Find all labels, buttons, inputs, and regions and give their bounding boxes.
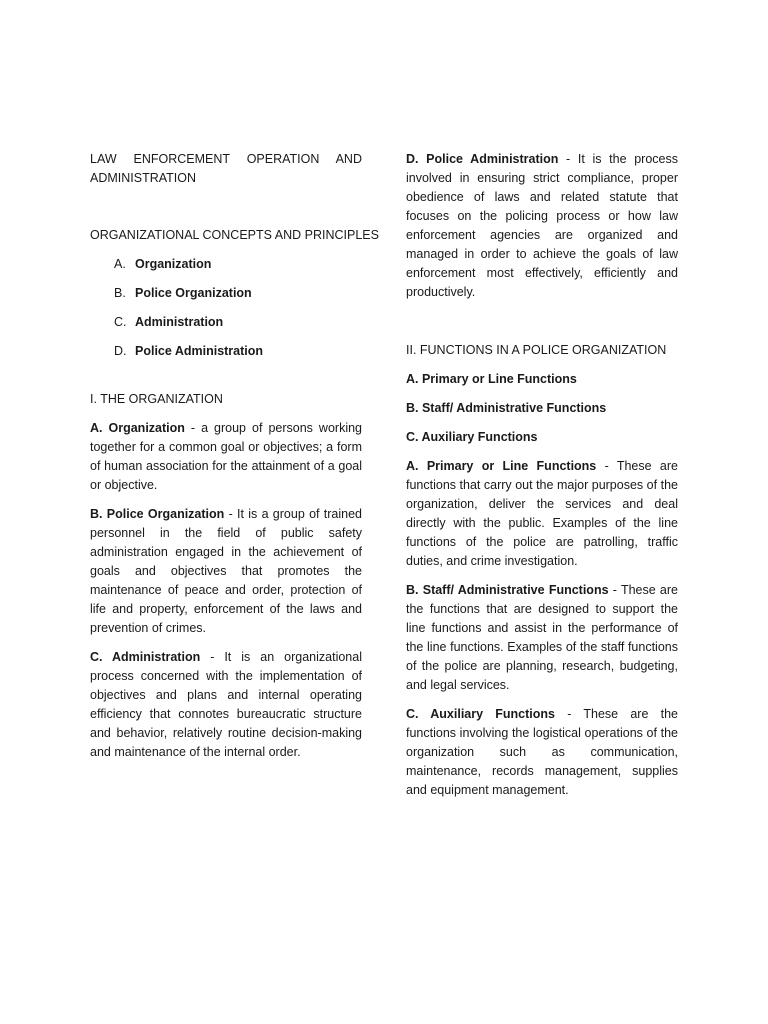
list-item	[114, 284, 362, 303]
paragraph-staff-functions	[406, 581, 678, 695]
term-staff-functions: B. Staff/ Administrative Functions	[406, 583, 609, 597]
definition-staff-functions: - These are the functions that are designed to support the line functions and assist in the performance of the line functions. Examples of the staff functions of the police are planning, research, budgeting, and legal services.	[406, 583, 678, 692]
list-item-letter: C.	[114, 315, 127, 329]
functions-list-item: C. Auxiliary Functions	[406, 430, 538, 444]
term-police-organization: B. Police Organization	[90, 507, 225, 521]
term-line-functions: A. Primary or Line Functions	[406, 459, 597, 473]
definition-administration: - It is an organizational process concerned with the implementation of objectives and plans and internal operating efficiency that connotes bureaucratic structure and behavior, relatively routine decision-making and maintenance of the internal order.	[90, 650, 362, 759]
list-item	[114, 342, 362, 361]
spacer	[406, 302, 678, 341]
functions-list-item: A. Primary or Line Functions	[406, 372, 577, 386]
term-police-administration: D. Police Administration	[406, 152, 559, 166]
term-administration: C. Administration	[90, 650, 201, 664]
list-item	[114, 255, 362, 274]
list-item-text: Organization	[135, 257, 212, 271]
term-organization: A. Organization	[90, 421, 185, 435]
spacer	[90, 371, 362, 390]
paragraph-auxiliary-functions	[406, 705, 678, 800]
definition-organization: - a group of persons working together for a common goal or objectives; a form of human association for the attainment of a goal or objective.	[90, 421, 362, 492]
paragraph-police-organization	[90, 505, 362, 638]
title-line-2: ADMINISTRATION	[90, 171, 197, 185]
document-title	[90, 150, 362, 188]
list-item-text: Police Administration	[135, 344, 264, 358]
concepts-list	[90, 255, 362, 361]
paragraph-organization	[90, 419, 362, 495]
left-column	[90, 150, 379, 762]
spacer	[90, 188, 362, 226]
concepts-heading: ORGANIZATIONAL CONCEPTS AND PRINCIPLES	[90, 228, 379, 242]
section-heading-organization: I. THE ORGANIZATION	[90, 392, 223, 406]
list-item-letter: A.	[114, 257, 126, 271]
title-line-1: LAW ENFORCEMENT OPERATION AND	[90, 152, 362, 166]
term-auxiliary-functions: C. Auxiliary Functions	[406, 707, 555, 721]
list-item	[114, 313, 362, 332]
paragraph-police-administration	[406, 150, 678, 302]
section-heading-functions: II. FUNCTIONS IN A POLICE ORGANIZATION	[406, 343, 667, 357]
right-column	[406, 150, 678, 800]
list-item-text: Administration	[135, 315, 224, 329]
list-item-letter: D.	[114, 344, 127, 358]
definition-auxiliary-functions: - These are the functions involving the logistical operations of the organization such as communication, maintenance, records management, supplies and equipment management.	[406, 707, 678, 797]
definition-police-administration: - It is the process involved in ensuring strict compliance, proper obedience of laws and related statute that focuses on the policing process or how law enforcement agencies are organized and managed in order to achieve the goals of law enforcement most effectively, efficiently and productively.	[406, 152, 678, 299]
paragraph-administration	[90, 648, 362, 762]
definition-police-organization: - It is a group of trained personnel in the field of public safety administration engaged in the achievement of goals and objectives that promotes the maintenance of peace and order, protection of life and property, enforcement of the laws and prevention of crimes.	[90, 507, 362, 635]
functions-list-item: B. Staff/ Administrative Functions	[406, 401, 607, 415]
list-item-text: Police Organization	[135, 286, 252, 300]
definition-line-functions: - These are functions that carry out the major purposes of the organization, deliver the services and deal directly with the public. Examples of the line functions of the police are patrolling, traffic duties, and crime investigation.	[406, 459, 678, 568]
paragraph-line-functions	[406, 457, 678, 571]
list-item-letter: B.	[114, 286, 126, 300]
